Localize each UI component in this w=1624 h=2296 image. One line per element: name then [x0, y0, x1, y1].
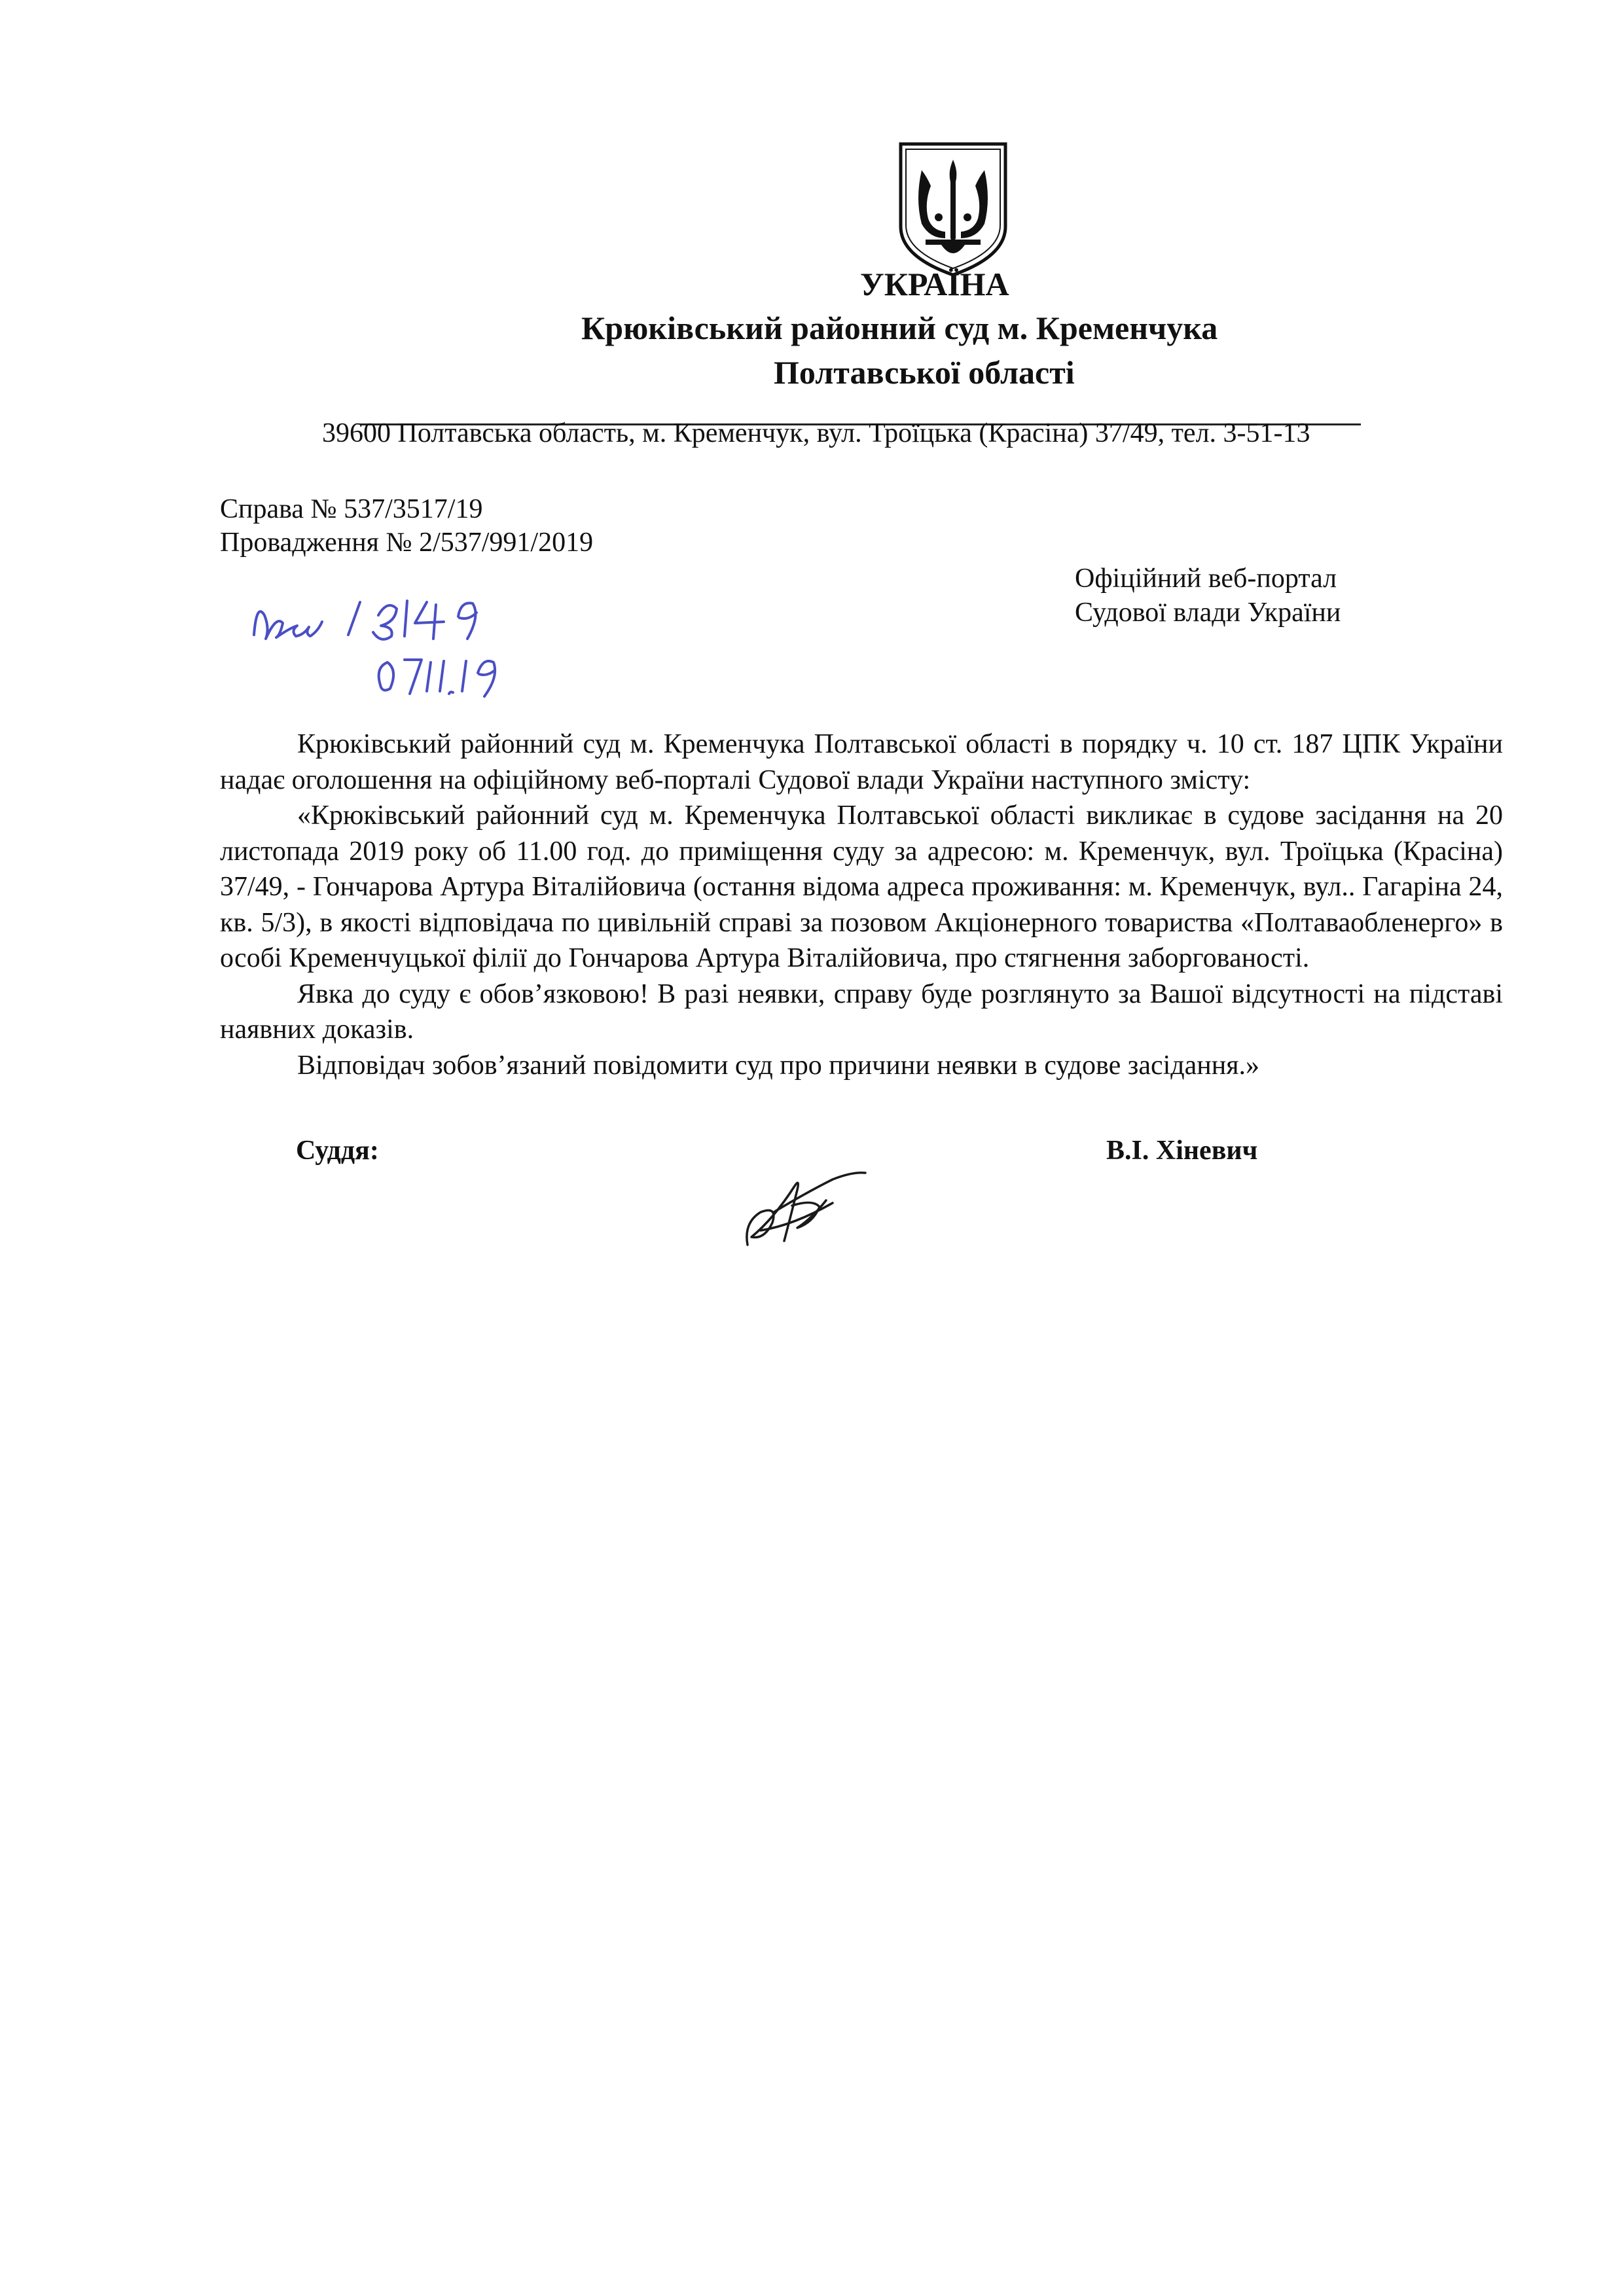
body-paragraph: Явка до суду є обов’язковою! В разі неявки, справу буде розглянуто за Вашої відсутності на підставі наявних доказів.	[220, 978, 1503, 1045]
court-name: Крюківський районний суд м. Кременчука	[581, 310, 1218, 346]
handwritten-outgoing-note	[250, 589, 551, 707]
case-number: Справа № 537/3517/19	[220, 494, 483, 524]
body-paragraph: Крюківський районний суд м. Кременчука Полтавської області в порядку ч. 10 ст. 187 ЦПК України надає оголошення на офіційному веб-порталі Судової влади України наступного змісту:	[220, 729, 1503, 795]
body-paragraph: Відповідач зобов’язаний повідомити суд про причини неявки в судове засідання.»	[297, 1050, 1260, 1081]
judge-name: В.І. Хіневич	[1106, 1136, 1258, 1166]
judge-label: Суддя:	[296, 1136, 379, 1166]
recipient-line-1: Офіційний веб-портал	[1075, 564, 1337, 594]
court-address: 39600 Полтавська область, м. Кременчук, вул. Троїцька (Красіна) 37/49, тел. 3-51-13	[322, 418, 1310, 448]
country-title: УКРАЇНА	[860, 266, 1009, 302]
recipient-line-2: Судової влади України	[1075, 598, 1341, 628]
handwritten-signature	[734, 1160, 872, 1251]
coat-of-arms-icon	[895, 140, 1011, 279]
proceeding-number: Провадження № 2/537/991/2019	[220, 528, 594, 558]
notice-body	[220, 726, 1503, 1083]
body-paragraph: «Крюківський районний суд м. Кременчука Полтавської області викликає в судове засідання на 20 листопада 2019 року об 11.00 год. до приміщення суду за адресою: м. Кременчук, вул. Троїцька (Красіна) 37/49, - Гончарова Артура Віталійовича (остання відома адреса проживання: м. Кременчук, вул.. Гагаріна 24, кв. 5/3), в якості відповідача по цивільній справі за позовом Акціонерного товариства «Полтаваобленерго» в особі Кременчуцької філії до Гончарова Артура Віталійовича, про стягнення заборгованості.	[220, 800, 1503, 973]
court-region: Полтавської області	[774, 354, 1075, 391]
